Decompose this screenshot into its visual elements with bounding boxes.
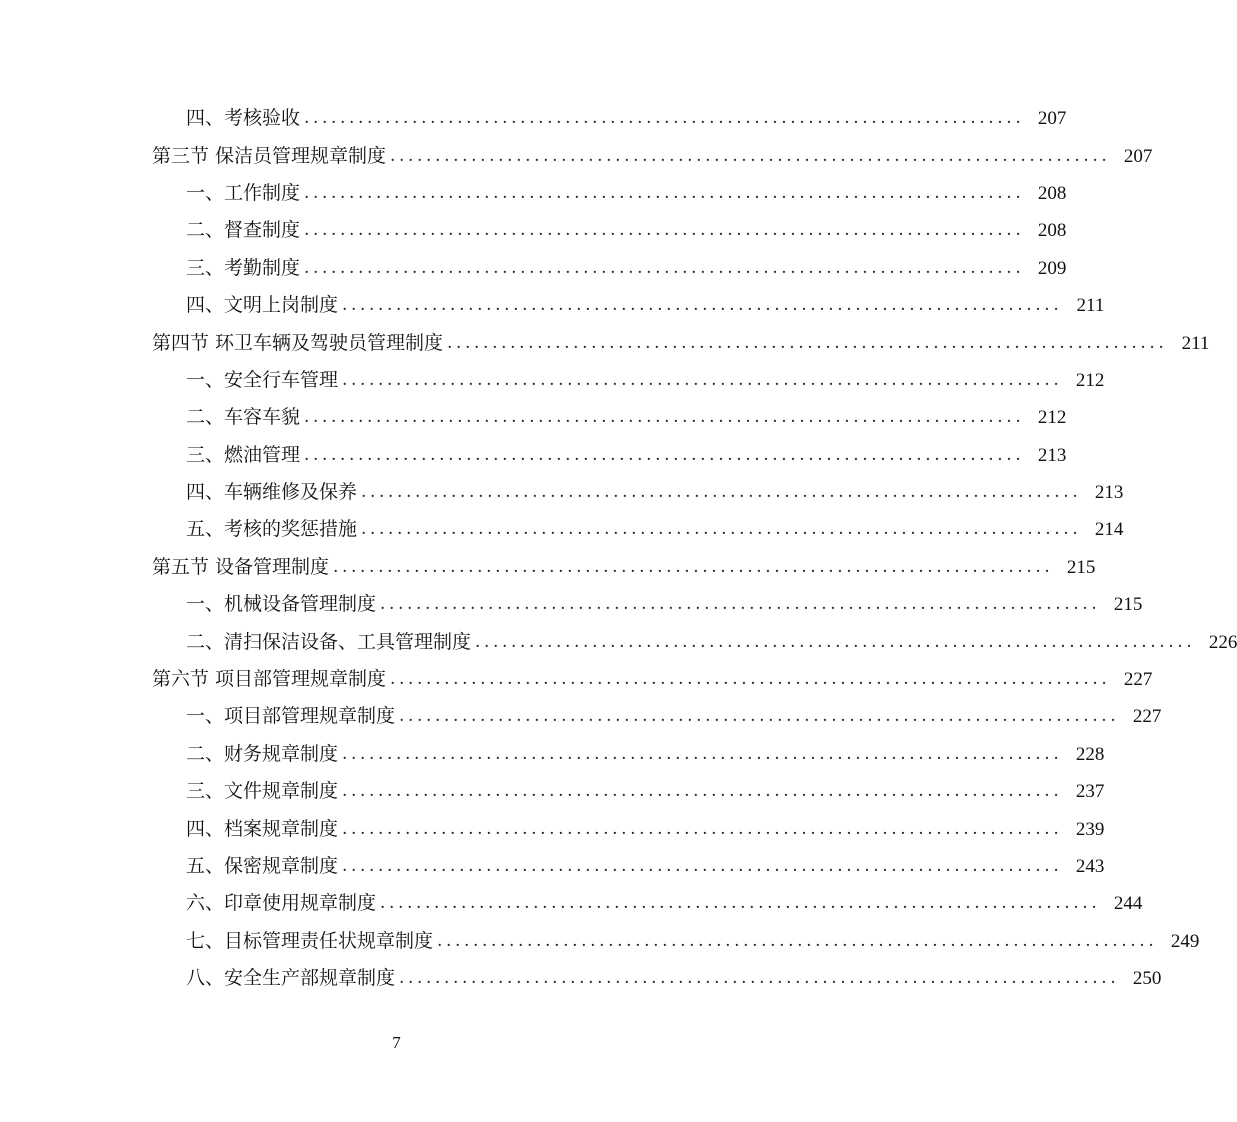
toc-item-entry[interactable] (152, 810, 1105, 847)
page-number: 7 (392, 1033, 401, 1052)
toc-dot-leader: ................................................................................ (390, 145, 1111, 166)
toc-item-entry[interactable] (152, 586, 1143, 623)
toc-entry-label: 六、印章使用规章制度 (186, 892, 377, 915)
toc-item-entry[interactable] (152, 250, 1067, 287)
toc-entry-label: 三、燃油管理 (186, 443, 301, 466)
toc-item-entry[interactable] (152, 848, 1105, 885)
toc-entry-page: 213 (1094, 482, 1124, 504)
toc-entry-label: 第三节 保洁员管理规章制度 (152, 144, 387, 167)
toc-dot-leader: ................................................................................ (304, 220, 1025, 241)
toc-dot-leader: ................................................................................ (342, 856, 1063, 876)
toc-dot-leader: ................................................................................ (304, 444, 1025, 465)
toc-item-entry[interactable] (152, 474, 1124, 511)
toc-item-entry[interactable] (152, 287, 1105, 324)
toc-entry-page: 211 (1181, 332, 1210, 354)
toc-dot-leader: ................................................................................ (361, 519, 1082, 540)
toc-entry-page: 249 (1170, 930, 1200, 952)
toc-item-entry[interactable] (152, 100, 1067, 137)
toc-entry-label: 二、清扫保洁设备、工具管理制度 (186, 630, 472, 653)
toc-entry-label: 三、考勤制度 (186, 256, 301, 279)
toc-dot-leader: ................................................................................ (304, 108, 1025, 129)
toc-entry-label: 四、车辆维修及保养 (186, 481, 358, 504)
toc-dot-leader: ................................................................................ (361, 482, 1082, 503)
toc-section-entry[interactable] (152, 324, 1210, 361)
toc-entry-page: 237 (1075, 781, 1105, 803)
toc-entry-label: 第五节 设备管理制度 (152, 555, 330, 578)
toc-item-entry[interactable] (152, 773, 1105, 810)
toc-dot-leader: ................................................................................ (342, 369, 1063, 390)
toc-entry-label: 二、财务规章制度 (186, 742, 339, 765)
toc-item-entry[interactable] (152, 175, 1067, 212)
toc-entry-page: 207 (1037, 108, 1067, 130)
toc-entry-label: 三、文件规章制度 (186, 780, 339, 803)
toc-dot-leader: ................................................................................ (475, 631, 1196, 652)
toc-entry-label: 二、车容车貌 (186, 406, 301, 429)
toc-entry-page: 215 (1113, 594, 1143, 616)
toc-item-entry[interactable] (152, 362, 1105, 399)
toc-dot-leader: ................................................................................ (304, 407, 1025, 428)
toc-entry-page: 209 (1037, 257, 1067, 279)
toc-dot-leader: ................................................................................ (390, 669, 1111, 690)
toc-dot-leader: ................................................................................ (437, 930, 1158, 951)
toc-section-entry[interactable] (152, 549, 1096, 586)
toc-dot-leader: ................................................................................ (380, 594, 1101, 615)
toc-dot-leader: ................................................................................ (399, 968, 1120, 989)
toc-entry-label: 四、考核验收 (186, 107, 301, 130)
toc-item-entry[interactable] (152, 698, 1162, 735)
toc-item-entry[interactable] (152, 736, 1105, 773)
toc-entry-page: 212 (1075, 369, 1105, 391)
toc-entry-label: 一、工作制度 (186, 181, 301, 204)
toc-entry-label: 五、保密规章制度 (186, 855, 339, 877)
toc-item-entry[interactable] (152, 960, 1162, 997)
toc-dot-leader: ................................................................................ (304, 182, 1025, 203)
toc-entry-page: 227 (1132, 706, 1162, 728)
toc-entry-page: 207 (1123, 145, 1153, 167)
toc-entry-page: 227 (1123, 669, 1153, 691)
toc-entry-page: 226 (1208, 631, 1237, 653)
toc-entry-page: 208 (1037, 182, 1067, 204)
toc-entry-label: 五、考核的奖惩措施 (186, 518, 358, 541)
toc-entry-page: 228 (1075, 743, 1105, 765)
toc-dot-leader: ................................................................................ (304, 257, 1025, 278)
toc-dot-leader: ................................................................................ (333, 556, 1054, 577)
toc-section-entry[interactable] (152, 661, 1153, 698)
toc-item-entry[interactable] (152, 511, 1124, 548)
toc-entry-page: 243 (1075, 856, 1105, 877)
toc-dot-leader: ................................................................................ (380, 893, 1101, 914)
toc-entry-label: 二、督查制度 (186, 219, 301, 242)
toc-entry-label: 一、项目部管理规章制度 (186, 705, 396, 728)
toc-entry-page: 250 (1132, 968, 1162, 990)
toc-entry-page: 215 (1066, 556, 1096, 578)
toc-entry-label: 四、文明上岗制度 (186, 294, 339, 317)
toc-dot-leader: ................................................................................ (342, 743, 1063, 764)
toc-entry-label: 第六节 项目部管理规章制度 (152, 668, 387, 691)
toc-entry-page: 208 (1037, 220, 1067, 242)
toc-dot-leader: ................................................................................ (399, 706, 1120, 727)
toc-entry-page: 239 (1075, 818, 1105, 840)
toc-item-entry[interactable] (152, 885, 1143, 922)
toc-item-entry[interactable] (152, 399, 1067, 436)
toc-dot-leader: ................................................................................ (342, 781, 1063, 802)
toc-entry-label: 四、档案规章制度 (186, 817, 339, 840)
toc-entry-label: 七、目标管理责任状规章制度 (186, 929, 434, 952)
toc-dot-leader: ................................................................................ (447, 332, 1168, 353)
toc-entry-page: 211 (1076, 295, 1105, 317)
toc-dot-leader: ................................................................................ (342, 818, 1063, 839)
toc-entry-page: 214 (1094, 519, 1124, 541)
toc-entry-label: 八、安全生产部规章制度 (186, 967, 396, 990)
toc-entry-label: 一、安全行车管理 (186, 368, 339, 391)
toc-entry-page: 244 (1113, 893, 1143, 915)
toc-section-entry[interactable] (152, 137, 1153, 174)
toc-item-entry[interactable] (152, 923, 1200, 960)
toc-entry-page: 213 (1037, 444, 1067, 466)
toc-entry-label: 第四节 环卫车辆及驾驶员管理制度 (152, 331, 444, 354)
toc-entry-page: 212 (1037, 407, 1067, 429)
toc-item-entry[interactable] (152, 623, 1237, 660)
table-of-contents (152, 100, 1237, 997)
toc-item-entry[interactable] (152, 437, 1067, 474)
toc-entry-label: 一、机械设备管理制度 (186, 593, 377, 616)
toc-dot-leader: ................................................................................ (342, 295, 1063, 316)
toc-item-entry[interactable] (152, 212, 1067, 249)
